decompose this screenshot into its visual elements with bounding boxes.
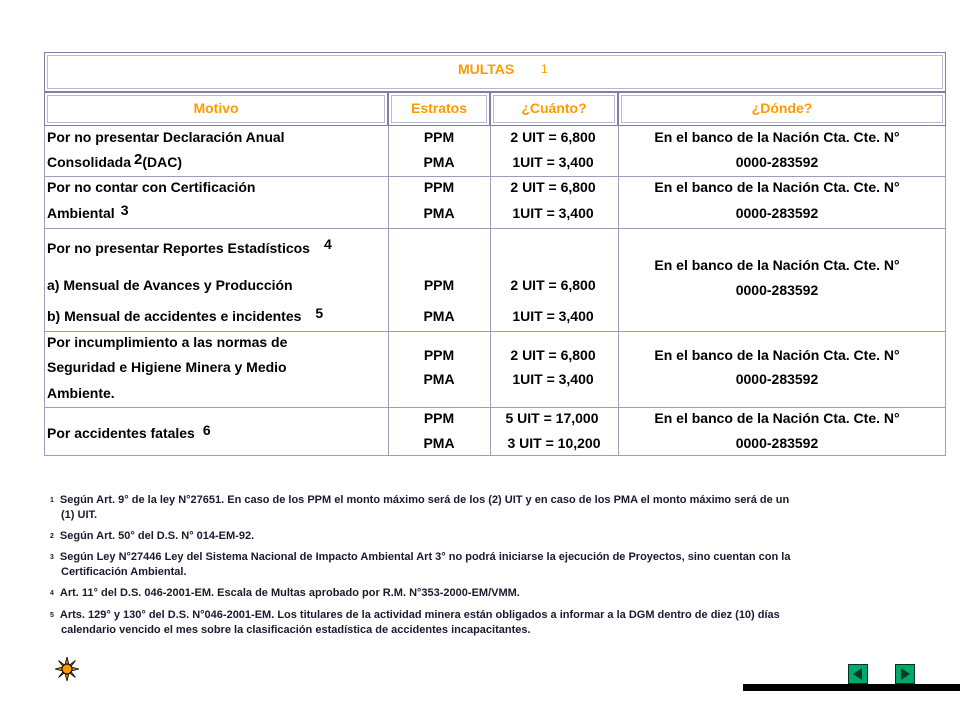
row-cuanto: 1UIT = 3,400 [512,205,594,221]
sun-burst-icon[interactable] [55,657,79,681]
row-motivo: Por incumplimiento a las normas de [47,334,288,350]
row-cuanto: 2 UIT = 6,800 [510,347,596,363]
row-cuanto: 2 UIT = 6,800 [510,179,596,195]
col-header-estratos: Estratos [410,100,468,116]
row-donde: 0000-283592 [735,154,819,170]
footnote: $^3$ Según Ley N°27446 Ley del Sistema Nacional de Impacto Ambiental Art 3° no podrá iniciarse la ejecución de Proyectos, sino cuentan con la Certificación Ambiental. [50,551,791,578]
row-estrato: PMA [423,308,455,324]
row-cuanto: 5 UIT = 17,000 [505,410,599,426]
footnote-ref: 4 [323,236,332,252]
row-motivo: Seguridad e Higiene Minera y Medio [47,359,287,375]
row-estrato: PMA [423,205,455,221]
row-donde: 0000-283592 [735,435,819,451]
footnote: $^2$ Según Art. 50° del D.S. N° 014-EM-92. [50,530,255,542]
footnote: $^5$ Arts. 129° y 130° del D.S. N°046-2001-EM. Los titulares de la actividad minera están obligados a informar a la DGM dentro de diez (10) días calendario vencido el mes sobre la clasificación estadística de accidentes incapacitantes. [50,609,780,636]
row-donde: En el banco de la Nación Cta. Cte. N° [654,347,900,363]
row-estrato: PPM [423,129,455,145]
row-motivo: a) Mensual de Avances y Producción [47,277,293,293]
row-estrato: PPM [423,410,455,426]
row-motivo: Por no presentar Declaración Anual [47,129,285,145]
row-estrato: PPM [423,277,455,293]
arrow-right-icon[interactable] [895,664,915,684]
row-motivo-line2: Ambiental 3 [47,202,129,221]
footnote-ref: 3 [120,202,129,218]
row-motivo: Por accidentes fatales 6 [47,422,211,441]
row-motivo-line2: Consolidada 2(DAC) [47,151,183,170]
footnote: $^1$ Según Art. 9° de la ley N°27651. En caso de los PPM el monto máximo será de los (2) UIT y en caso de los PMA el monto máximo será de un (1) UIT. [50,494,790,521]
footnote-ref: 6 [202,422,211,438]
row-cuanto: 1UIT = 3,400 [512,371,594,387]
row-donde: 0000-283592 [735,205,819,221]
row-motivo: Por no contar con Certificación [47,179,256,195]
footnote: $^4$ Art. 11° del D.S. 046-2001-EM. Escala de Multas aprobado por R.M. N°353-2000-EM/VMM. [50,587,520,599]
row-cuanto: 3 UIT = 10,200 [507,435,601,451]
row-motivo: b) Mensual de accidentes e incidentes 5 [47,305,324,324]
row-donde: En el banco de la Nación Cta. Cte. N° [654,410,900,426]
row-donde: En el banco de la Nación Cta. Cte. N° [654,129,900,145]
arrow-left-icon[interactable] [848,664,868,684]
col-header-donde: ¿Dónde? [751,100,813,116]
row-estrato: PMA [423,371,455,387]
row-cuanto: 1UIT = 3,400 [512,308,594,324]
footnote-ref: 2 [134,151,143,168]
row-cuanto: 2 UIT = 6,800 [510,277,596,293]
col-header-cuanto: ¿Cuánto? [521,100,587,116]
row-estrato: PMA [423,154,455,170]
row-estrato: PPM [423,347,455,363]
row-donde: En el banco de la Nación Cta. Cte. N° [654,179,900,195]
row-donde: 0000-283592 [735,282,819,298]
row-donde: En el banco de la Nación Cta. Cte. N° [654,257,900,273]
table-title: MULTAS [458,61,515,77]
bottom-bar [743,684,960,691]
row-estrato: PPM [423,179,455,195]
row-estrato: PMA [423,435,455,451]
row-cuanto: 2 UIT = 6,800 [510,129,596,145]
title-footnote-ref: 1 [541,62,548,76]
row-donde: 0000-283592 [735,371,819,387]
col-header-motivo: Motivo [193,100,239,116]
footnote-ref: 5 [315,305,324,321]
row-cuanto: 1UIT = 3,400 [512,154,594,170]
row-motivo: Ambiente. [47,385,115,401]
row-motivo: Por no presentar Reportes Estadísticos 4 [47,236,332,256]
